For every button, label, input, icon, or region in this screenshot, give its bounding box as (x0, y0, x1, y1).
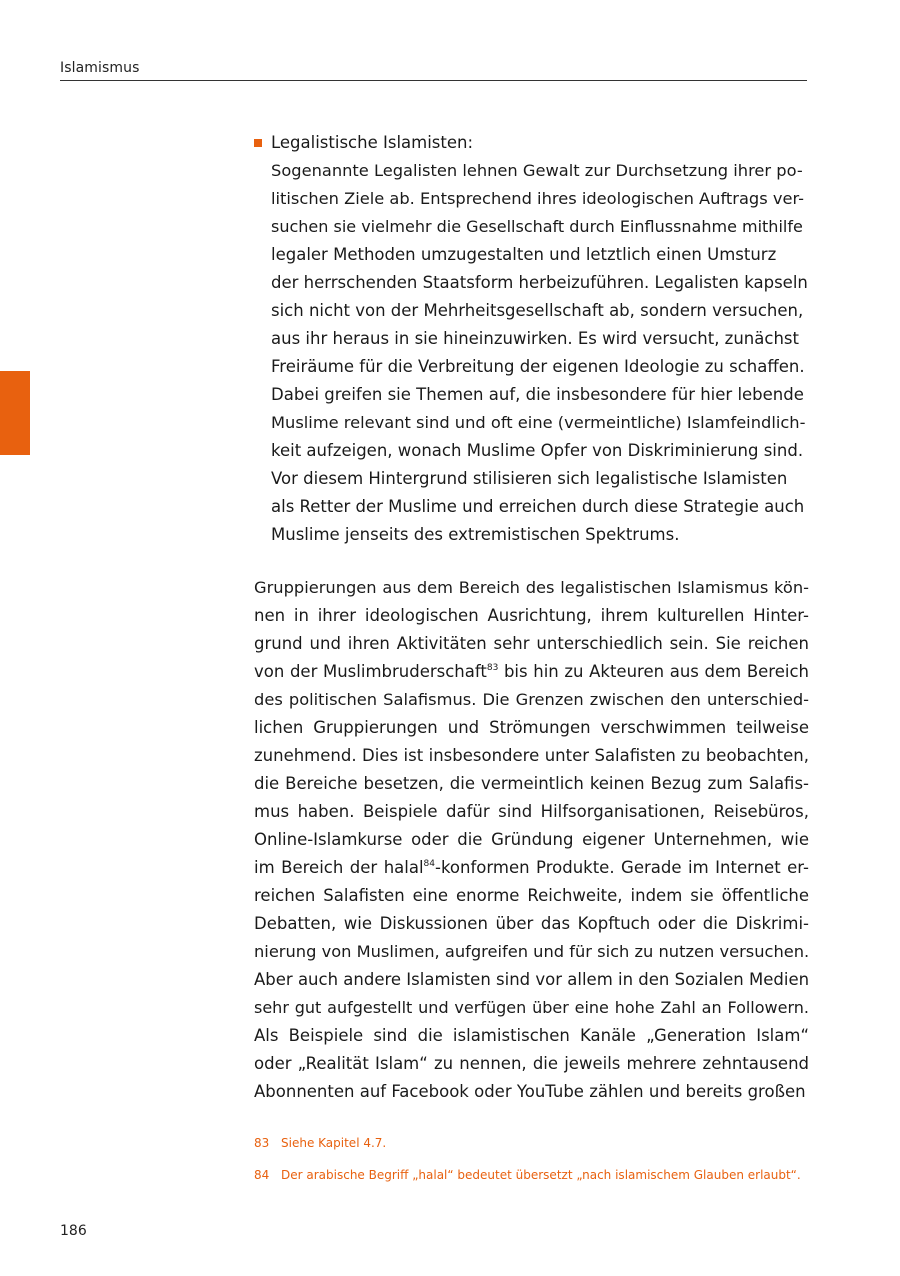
text-line: Abonnenten auf Facebook oder YouTube zählen und bereits großen (254, 1082, 806, 1101)
text-line: der herrschenden Staatsform herbeizuführen. Legalisten kapseln (271, 273, 808, 292)
text-line-with-footnote (254, 658, 809, 686)
bullet-heading: Legalistische Islamisten: (271, 133, 474, 152)
text-line: oder „Realität Islam“ zu nennen, die jeweils mehrere zehntausend (254, 1054, 809, 1073)
text-line: Sogenannte Legalisten lehnen Gewalt zur Durchsetzung ihrer po- (271, 161, 803, 180)
text-line: keit aufzeigen, wonach Muslime Opfer von Diskriminierung sind. (271, 441, 804, 460)
bullet-item-legalistic-islamists (271, 129, 809, 549)
text-line-with-footnote (254, 854, 809, 882)
text-line: die Bereiche besetzen, die vermeintlich keinen Bezug zum Salafis- (254, 774, 809, 793)
text-line: grund und ihren Aktivitäten sehr unterschiedlich sein. Sie reichen (254, 634, 809, 653)
text-line: zunehmend. Dies ist insbesondere unter Salafisten zu beobachten, (254, 746, 809, 765)
text-line: Debatten, wie Diskussionen über das Kopftuch oder die Diskrimi- (254, 914, 809, 933)
text-line: Muslime relevant sind und oft eine (vermeintliche) Islamfeindlich- (271, 413, 806, 432)
text-line: sehr gut aufgestellt und verfügen über eine hohe Zahl an Followern. (254, 998, 809, 1017)
text-line: aus ihr heraus in sie hineinzuwirken. Es wird versucht, zunächst (271, 329, 799, 348)
bullet-square-icon (254, 139, 262, 147)
text-line: Vor diesem Hintergrund stilisieren sich legalistische Islamisten (271, 469, 788, 488)
text-line: lichen Gruppierungen und Strömungen verschwimmen teilweise (254, 718, 809, 737)
header-divider (60, 80, 807, 81)
text-line: Dabei greifen sie Themen auf, die insbesondere für hier lebende (271, 385, 804, 404)
chapter-side-marker (0, 371, 30, 455)
text-segment: bis hin zu Akteuren aus dem Bereich (498, 662, 809, 681)
footnote-ref-84[interactable]: 84 (423, 859, 435, 869)
text-line: suchen sie vielmehr die Gesellschaft durch Einflussnahme mithilfe (271, 217, 803, 236)
text-line: reichen Salafisten eine enorme Reichweite, indem sie öffentliche (254, 886, 809, 905)
text-segment: im Bereich der halal (254, 858, 424, 877)
text-line: Aber auch andere Islamisten sind vor allem in den Sozialen Medien (254, 970, 810, 989)
body-paragraph (254, 574, 809, 1106)
running-header: Islamismus (60, 60, 140, 76)
text-line: litischen Ziele ab. Entsprechend ihres ideologischen Auftrags ver- (271, 189, 804, 208)
text-line: nierung von Muslimen, aufgreifen und für sich zu nutzen versuchen. (254, 942, 810, 961)
footnote-text: Der arabische Begriff „halal“ bedeutet übersetzt „nach islamischem Glauben erlaubt“. (281, 1168, 801, 1182)
text-segment: -konformen Produkte. Gerade im Internet er- (435, 858, 809, 877)
text-line: mus haben. Beispiele dafür sind Hilfsorganisationen, Reisebüros, (254, 802, 809, 821)
text-line: des politischen Salafismus. Die Grenzen zwischen den unterschied- (254, 690, 809, 709)
footnotes (254, 1134, 814, 1198)
footnote-number: 84 (254, 1168, 270, 1182)
text-segment: von der Muslimbruderschaft (254, 662, 487, 681)
footnote-84 (254, 1166, 814, 1184)
text-line: Gruppierungen aus dem Bereich des legalistischen Islamismus kön- (254, 578, 809, 597)
text-line: legaler Methoden umzugestalten und letztlich einen Umsturz (271, 245, 777, 264)
footnote-ref-83[interactable]: 83 (486, 663, 499, 673)
text-line: Muslime jenseits des extremistischen Spektrums. (271, 525, 680, 544)
page-number: 186 (60, 1223, 87, 1239)
text-line: sich nicht von der Mehrheitsgesellschaft ab, sondern versuchen, (271, 301, 804, 320)
footnote-83 (254, 1134, 814, 1152)
text-line: nen in ihrer ideologischen Ausrichtung, ihrem kulturellen Hinter- (254, 606, 809, 625)
text-line: als Retter der Muslime und erreichen durch diese Strategie auch (271, 497, 805, 516)
text-line: Freiräume für die Verbreitung der eigenen Ideologie zu schaffen. (271, 357, 805, 376)
text-line: Online-Islamkurse oder die Gründung eigener Unternehmen, wie (254, 830, 809, 849)
text-line: Als Beispiele sind die islamistischen Kanäle „Generation Islam“ (254, 1026, 809, 1045)
footnote-text: Siehe Kapitel 4.7. (281, 1136, 387, 1150)
footnote-number: 83 (254, 1136, 270, 1150)
